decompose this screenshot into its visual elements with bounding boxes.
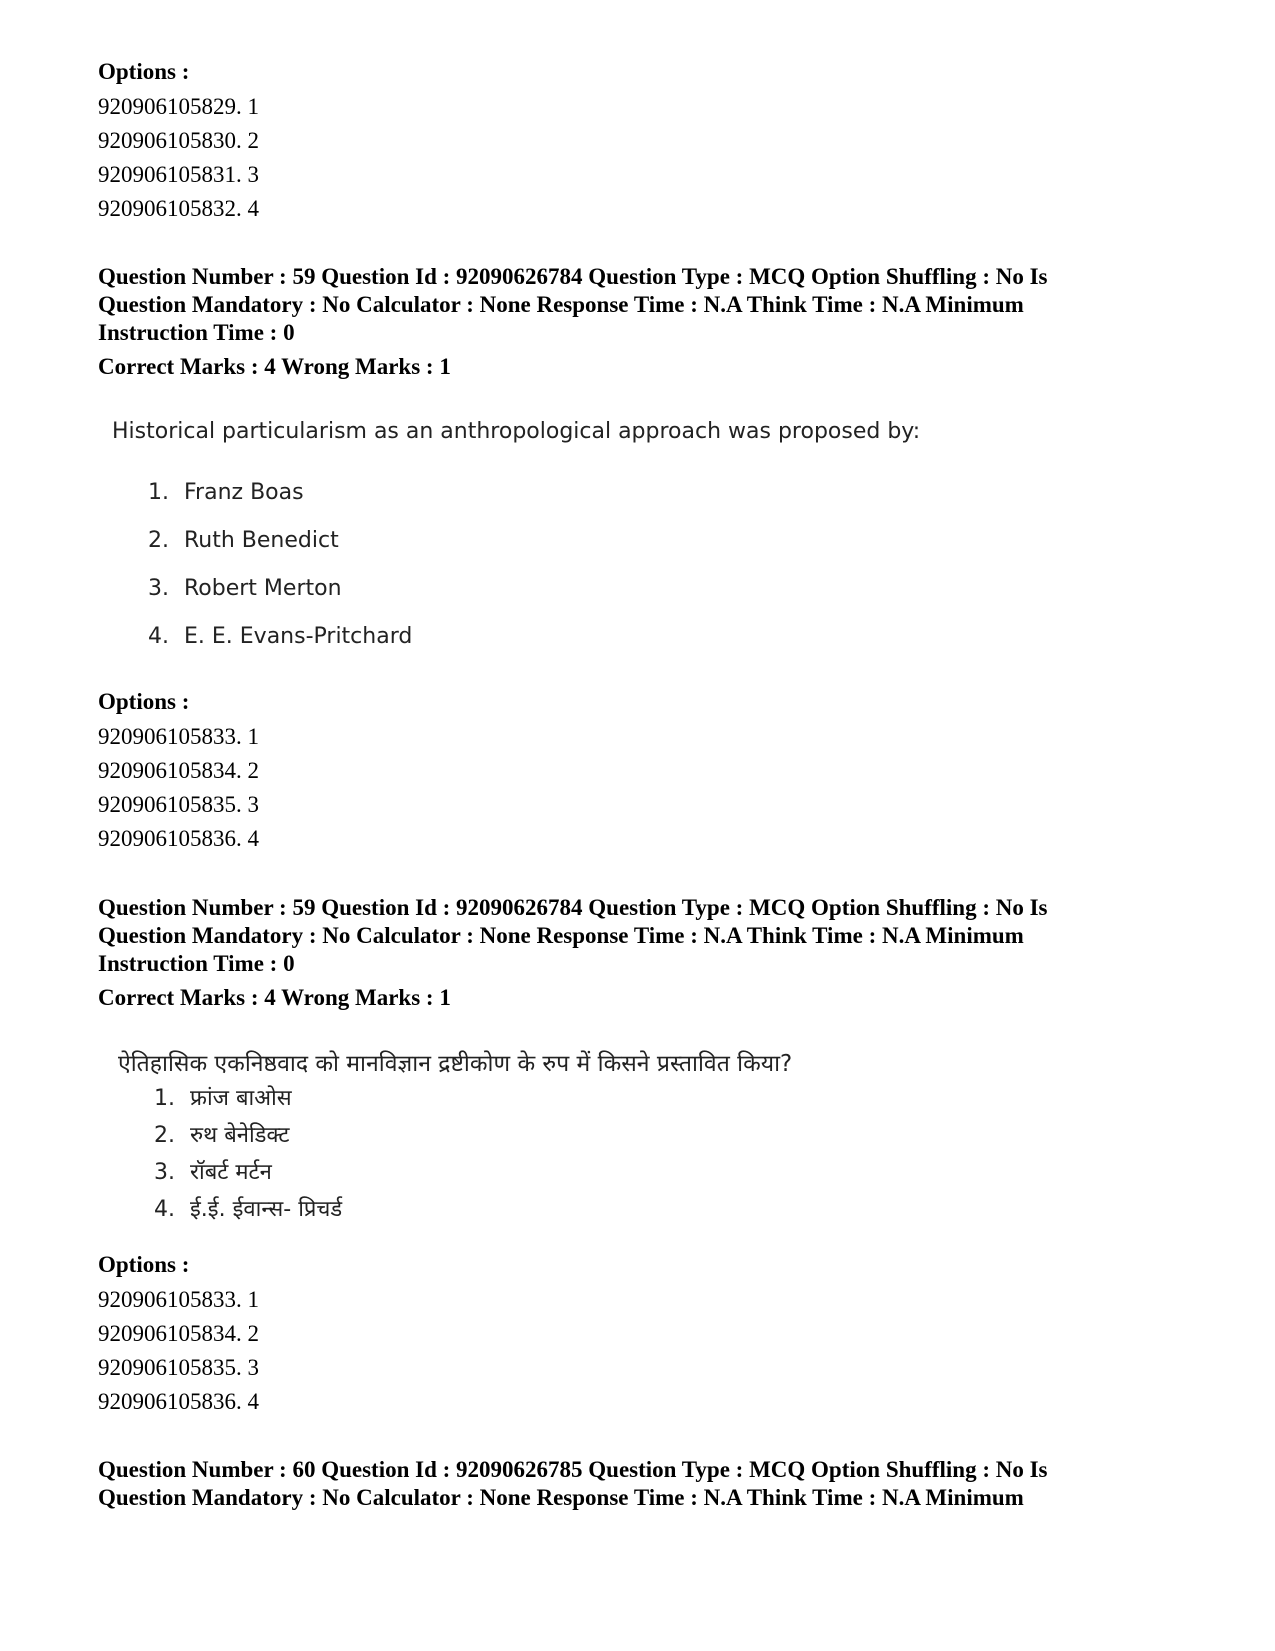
question-text: Historical particularism as an anthropological approach was proposed by:: [112, 419, 921, 444]
question-59-hindi: [98, 894, 1198, 1232]
option-line: 920906105834. 2: [98, 1321, 259, 1346]
question-marks: Correct Marks : 4 Wrong Marks : 1: [98, 354, 451, 379]
question-meta-line: Instruction Time : 0: [98, 951, 295, 976]
answer-choice: 1. Franz Boas: [148, 480, 304, 505]
answer-choice: 4. E. E. Evans-Pritchard: [148, 624, 413, 649]
answer-choice: 3. रॉबर्ट मर्टन: [154, 1160, 272, 1185]
answer-choice: 2. रुथ बेनेडिक्ट: [154, 1123, 290, 1148]
options-label: Options :: [98, 59, 190, 84]
question-meta-line: Instruction Time : 0: [98, 320, 295, 345]
question-meta-line: Question Number : 60 Question Id : 92090626785 Question Type : MCQ Option Shuffling : No Is: [98, 1457, 1048, 1482]
answer-choices: [154, 1084, 1198, 1232]
question-60: [98, 1456, 1198, 1512]
option-line: 920906105835. 3: [98, 792, 259, 817]
question-meta-line: Question Mandatory : No Calculator : None Response Time : N.A Think Time : N.A Minimum: [98, 923, 1024, 948]
options-block-q58: [98, 58, 259, 226]
options-block-q59-hindi: [98, 1251, 259, 1419]
question-marks: Correct Marks : 4 Wrong Marks : 1: [98, 985, 451, 1010]
answer-choice: 1. फ्रांज बाओस: [154, 1086, 292, 1111]
answer-choices: [148, 480, 1198, 672]
question-59-english: [98, 263, 1198, 672]
options-label: Options :: [98, 1252, 190, 1277]
option-line: 920906105831. 3: [98, 162, 259, 187]
question-text: ऐतिहासिक एकनिष्ठवाद को मानविज्ञान द्रष्टीकोण के रुप में किसने प्रस्तावित किया?: [118, 1051, 793, 1077]
option-line: 920906105836. 4: [98, 1389, 259, 1414]
option-line: 920906105833. 1: [98, 1287, 259, 1312]
option-line: 920906105832. 4: [98, 196, 259, 221]
question-meta-line: Question Number : 59 Question Id : 92090626784 Question Type : MCQ Option Shuffling : No Is: [98, 895, 1048, 920]
option-line: 920906105836. 4: [98, 826, 259, 851]
options-label: Options :: [98, 689, 190, 714]
option-line: 920906105834. 2: [98, 758, 259, 783]
options-block-q59-english: [98, 688, 259, 856]
option-line: 920906105829. 1: [98, 94, 259, 119]
option-line: 920906105835. 3: [98, 1355, 259, 1380]
question-meta-line: Question Mandatory : No Calculator : None Response Time : N.A Think Time : N.A Minimum: [98, 292, 1024, 317]
answer-choice: 4. ई.ई. ईवान्स- प्रिचर्ड: [154, 1197, 343, 1222]
answer-choice: 2. Ruth Benedict: [148, 528, 339, 553]
option-line: 920906105833. 1: [98, 724, 259, 749]
option-line: 920906105830. 2: [98, 128, 259, 153]
question-meta-line: Question Mandatory : No Calculator : None Response Time : N.A Think Time : N.A Minimum: [98, 1485, 1024, 1510]
question-meta-line: Question Number : 59 Question Id : 92090626784 Question Type : MCQ Option Shuffling : No Is: [98, 264, 1048, 289]
answer-choice: 3. Robert Merton: [148, 576, 342, 601]
